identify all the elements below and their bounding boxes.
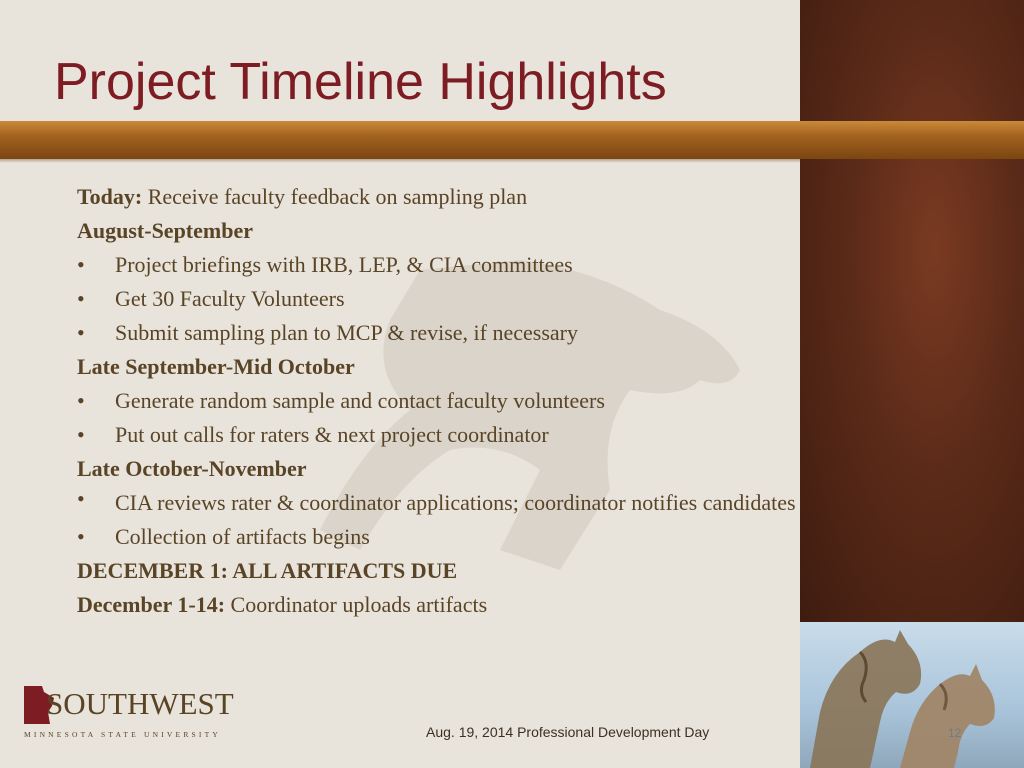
bullet-icon: • — [77, 524, 85, 549]
footer-text: Aug. 19, 2014 Professional Development Day — [426, 724, 710, 740]
slide-content — [77, 180, 797, 622]
mustang-statue-photo — [800, 622, 1024, 768]
final-label: December 1-14: — [77, 592, 226, 617]
slide-number: 12 — [948, 726, 962, 740]
bullet-icon: • — [77, 286, 85, 311]
list-item: • Generate random sample and contact faculty volunteers — [77, 384, 797, 418]
header-band — [0, 121, 1024, 159]
section-heading-late-september: Late September-Mid October — [77, 354, 355, 379]
right-decorative-panel — [800, 0, 1024, 622]
logo-subtitle: MINNESOTA STATE UNIVERSITY — [24, 730, 221, 739]
bullet-icon: • — [77, 422, 85, 447]
today-label: Today: — [77, 184, 143, 209]
logo-wordmark: SOUTHWEST — [46, 686, 234, 721]
bullet-icon: • — [77, 252, 85, 277]
list-item: • Submit sampling plan to MCP & revise, if necessary — [77, 316, 797, 350]
university-logo — [22, 684, 234, 744]
section-heading-late-october: Late October-November — [77, 456, 307, 481]
list-item: • CIA reviews rater & coordinator applications; coordinator notifies candidates — [77, 486, 796, 515]
bullet-icon: • — [77, 486, 85, 511]
slide-title: Project Timeline Highlights — [54, 53, 667, 111]
list-item: • Project briefings with IRB, LEP, & CIA committees — [77, 248, 797, 282]
today-text: Receive faculty feedback on sampling plan — [142, 184, 528, 209]
deadline-line: DECEMBER 1: ALL ARTIFACTS DUE — [77, 558, 458, 583]
section-heading-august-september: August-September — [77, 218, 253, 243]
list-item: • Collection of artifacts begins — [77, 520, 797, 554]
bullet-icon: • — [77, 320, 85, 345]
mustang-statue-photo-icon — [800, 622, 1024, 768]
list-item: • Get 30 Faculty Volunteers — [77, 282, 797, 316]
final-line — [77, 588, 797, 622]
bullet-icon: • — [77, 388, 85, 413]
final-text: Coordinator uploads artifacts — [225, 592, 488, 617]
today-line — [77, 180, 797, 214]
header-band-shadow — [0, 159, 800, 163]
list-item: • Put out calls for raters & next project coordinator — [77, 418, 797, 452]
